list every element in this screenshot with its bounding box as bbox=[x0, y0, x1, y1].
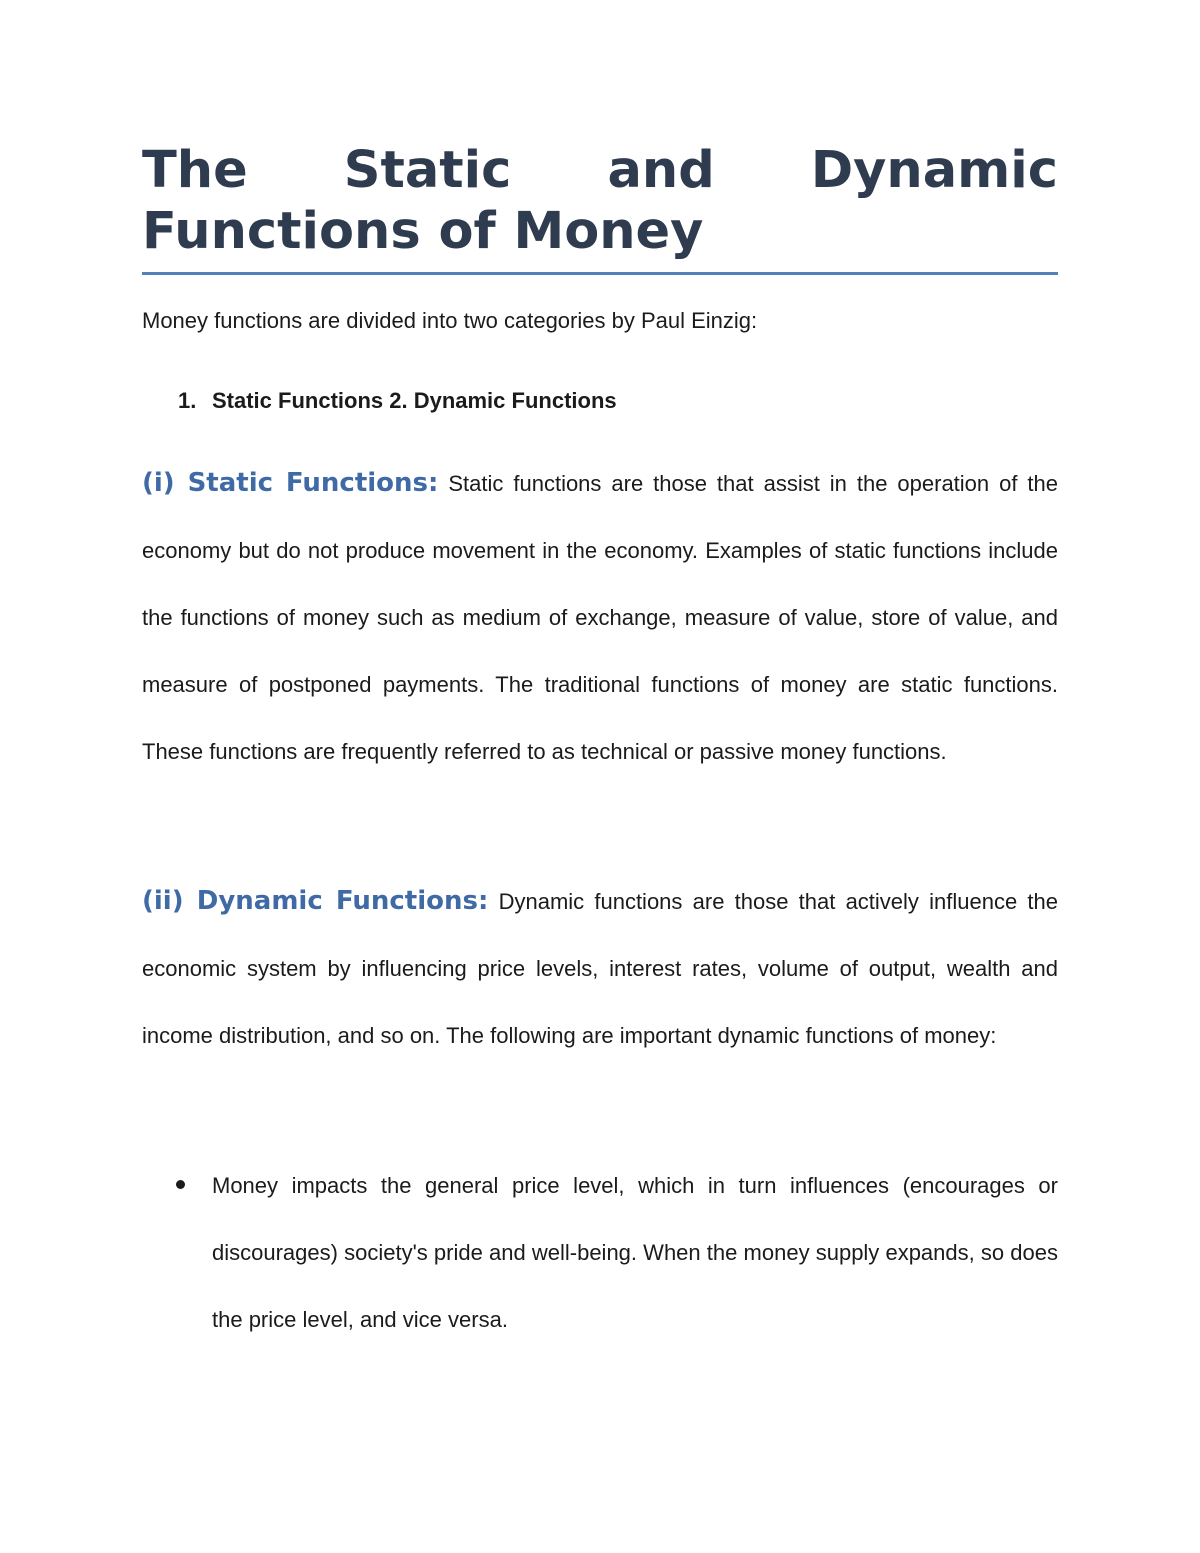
title-word: The bbox=[142, 141, 248, 200]
dynamic-functions-heading: (ii) Dynamic Functions: bbox=[142, 886, 489, 916]
document-title bbox=[142, 140, 1058, 266]
title-word: Static bbox=[343, 141, 512, 200]
document-content bbox=[142, 140, 1059, 1332]
bullet-text: Money impacts the general price level, which in turn influences (encourages or discourages) society's pride and well-being. When the money supply expands, so does the price level, and vice versa. bbox=[212, 1173, 1058, 1332]
static-functions-heading: (i) Static Functions: bbox=[142, 468, 439, 498]
bullet-list bbox=[142, 1152, 1058, 1353]
static-functions-paragraph bbox=[142, 450, 1058, 785]
title-underline-rule bbox=[142, 272, 1058, 275]
title-word: Dynamic bbox=[810, 141, 1058, 200]
list-number: 1. bbox=[178, 388, 197, 413]
title-word: and bbox=[607, 141, 715, 200]
bullet-icon bbox=[176, 1180, 185, 1189]
title-line-1 bbox=[142, 140, 1058, 201]
list-item bbox=[142, 1152, 1058, 1353]
intro-paragraph: Money functions are divided into two categories by Paul Einzig: bbox=[142, 308, 758, 333]
list-item-text: Static Functions 2. Dynamic Functions bbox=[212, 388, 617, 413]
numbered-list-item bbox=[178, 386, 617, 416]
dynamic-functions-paragraph bbox=[142, 868, 1058, 1069]
dynamic-functions-body: Dynamic functions are those that actively influence the economic system by influencing price levels, interest rates, volume of output, wealth and income distribution, and so on. The following are important dynamic functions of money: bbox=[142, 889, 1058, 1048]
static-functions-body: Static functions are those that assist in the operation of the economy but do not produce movement in the economy. Examples of static functions include the functions of money such as medium of exchange, measure of value, store of value, and measure of postponed payments. The traditional functions of money are static functions. These functions are frequently referred to as technical or passive money functions. bbox=[142, 471, 1059, 764]
title-line-2: Functions of Money bbox=[142, 202, 704, 261]
